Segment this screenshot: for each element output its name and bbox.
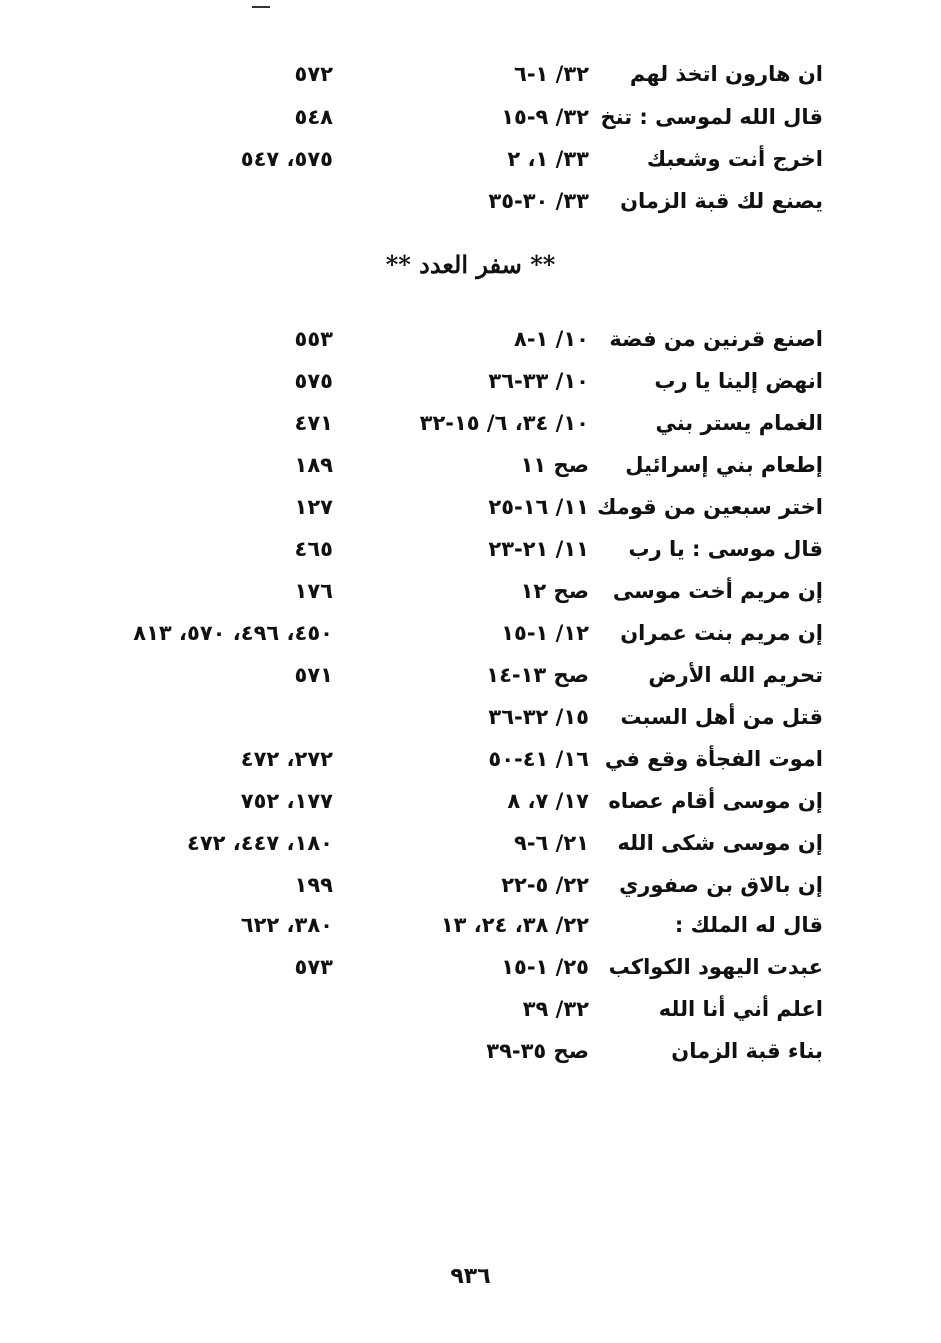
index-row (0, 1031, 941, 1071)
entry-reference: ٣٢/ ٣٩ (522, 997, 589, 1021)
entry-reference: ١٠/ ١-٨ (514, 327, 589, 351)
index-row (0, 823, 941, 863)
entry-text: إن بالاق بن صفوري (619, 873, 823, 897)
entry-pages: ١٧٦ (294, 579, 333, 603)
entry-reference: ٣٢/ ١-٦ (514, 62, 589, 86)
entry-reference: ١١/ ١٦-٢٥ (488, 495, 589, 519)
entry-reference: صح ١٢ (520, 579, 589, 603)
entry-pages: ٢٧٢، ٤٧٢ (240, 747, 333, 771)
entry-reference: ٢٢/ ٥-٢٢ (501, 873, 589, 897)
entry-text: إن مريم بنت عمران (620, 621, 823, 645)
entry-text: انهض إلينا يا رب (654, 369, 823, 393)
entry-text: قال موسى : يا رب (628, 537, 823, 561)
entry-pages: ٥٤٨ (294, 105, 333, 129)
index-row (0, 181, 941, 221)
entry-reference: ١٠/ ٣٣-٣٦ (488, 369, 589, 393)
entry-pages: ٣٨٠، ٦٢٢ (240, 913, 333, 937)
entry-text: إن مريم أخت موسى (612, 579, 823, 603)
entry-text: إن موسى شكى الله (617, 831, 823, 855)
entry-reference: ١٢/ ١-١٥ (501, 621, 589, 645)
entry-pages: ٥٥٣ (294, 327, 333, 351)
entry-pages: ٤٦٥ (294, 537, 333, 561)
entry-text: اموت الفجأة وقع في (604, 747, 823, 771)
entry-reference: صح ١١ (520, 453, 589, 477)
entry-reference: صح ٣٥-٣٩ (486, 1039, 589, 1063)
entry-text: اختر سبعين من قومك (597, 495, 823, 519)
entry-pages: ١٨٠، ٤٤٧، ٤٧٢ (187, 831, 333, 855)
entry-reference: ١٧/ ٧، ٨ (507, 789, 589, 813)
index-row (0, 613, 941, 653)
index-row (0, 865, 941, 905)
entry-reference: ٣٣/ ١، ٢ (507, 147, 589, 171)
index-row (0, 989, 941, 1029)
entry-reference: ٣٣/ ٣٠-٣٥ (488, 189, 589, 213)
entry-reference: صح ١٣-١٤ (486, 663, 589, 687)
entry-reference: ١٦/ ٤١-٥٠ (488, 747, 589, 771)
entry-pages: ١٢٧ (294, 495, 333, 519)
entry-text: تحريم الله الأرض (648, 663, 823, 687)
entry-text: يصنع لك قبة الزمان (620, 189, 823, 213)
entry-text: بناء قبة الزمان (671, 1039, 823, 1063)
entry-pages: ٥٧٢ (294, 62, 333, 86)
index-row (0, 319, 941, 359)
entry-text: قال له الملك : (674, 913, 823, 937)
entry-reference: ٢١/ ٦-٩ (514, 831, 589, 855)
entry-text: اعلم أني أنا الله (658, 997, 823, 1021)
entry-text: قتل من أهل السبت (620, 705, 823, 729)
entry-reference: ١٠/ ٣٤، ٦/ ١٥-٣٢ (419, 411, 589, 435)
entry-text: إن موسى أقام عصاه (608, 789, 823, 813)
entry-pages: ٥٧٣ (294, 955, 333, 979)
entry-text: الغمام يستر بني (655, 411, 823, 435)
entry-pages: ١٧٧، ٧٥٢ (240, 789, 333, 813)
index-row (0, 697, 941, 737)
section-heading: ** سفر العدد ** (385, 250, 556, 279)
entry-reference: ٢٢/ ٣٨، ٢٤، ١٣ (440, 913, 589, 937)
entry-pages: ٥٧٥ (294, 369, 333, 393)
entry-text: اصنع قرنين من فضة (609, 327, 823, 351)
index-row (0, 139, 941, 179)
entry-reference: ١١/ ٢١-٢٣ (488, 537, 589, 561)
index-row (0, 571, 941, 611)
entry-text: ان هارون اتخذ لهم (629, 62, 823, 86)
entry-pages: ٥٧١ (294, 663, 333, 687)
index-row (0, 529, 941, 569)
index-row (0, 445, 941, 485)
entry-text: اخرج أنت وشعبك (646, 147, 823, 171)
entry-pages: ١٨٩ (294, 453, 333, 477)
entry-pages: ١٩٩ (294, 873, 333, 897)
index-row (0, 54, 941, 94)
top-rule-mark (252, 6, 270, 8)
index-row (0, 403, 941, 443)
index-row (0, 361, 941, 401)
entry-pages: ٤٧١ (294, 411, 333, 435)
index-row (0, 655, 941, 695)
entry-pages: ٥٧٥، ٥٤٧ (240, 147, 333, 171)
entry-reference: ٣٢/ ٩-١٥ (501, 105, 589, 129)
page-number: ٩٣٦ (450, 1264, 491, 1289)
entry-text: إطعام بني إسرائيل (625, 453, 823, 477)
index-row (0, 947, 941, 987)
index-row (0, 739, 941, 779)
index-row (0, 905, 941, 945)
entry-reference: ٢٥/ ١-١٥ (501, 955, 589, 979)
entry-reference: ١٥/ ٣٢-٣٦ (488, 705, 589, 729)
entry-pages: ٤٥٠، ٤٩٦، ٥٧٠، ٨١٣ (133, 621, 333, 645)
entry-text: عبدت اليهود الكواكب (608, 955, 823, 979)
entry-text: قال الله لموسى : تنخ (600, 105, 823, 129)
index-row (0, 487, 941, 527)
index-row (0, 97, 941, 137)
index-row (0, 781, 941, 821)
